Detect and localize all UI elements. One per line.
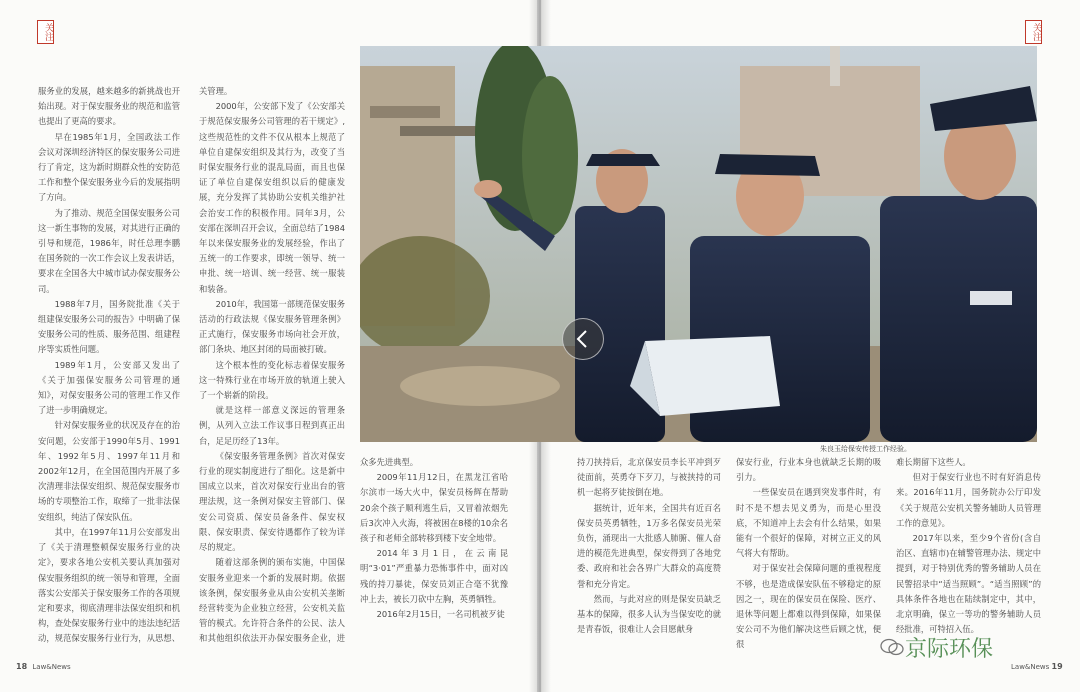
paragraph: 2009年11月12日，在黑龙江省哈尔滨市一场大火中，保安员杨辉在帮助20余个孩子顺利逃生后，又冒着浓烟先后3次冲入火海，将被困在8楼的10余名孩子和老师全部转移到楼下安全地带。 xyxy=(360,472,508,544)
paragraph: 针对保安服务业的状况及存在的治安问题，公安部于1990年5月、1991年、1992年5月、1997年11月和2002年12月，在全国范围内开展了多次清理非法保安组织、规范保安服务市场的专项整治工作，取缔了一批非法保安组织，纯洁了保安队伍。 xyxy=(38,420,180,522)
paragraph: 对于保安社会保障问题的重视程度不够，也是造成保安队伍不够稳定的原因之一，现在的保安员在保险、医疗、退休等问题上都难以得到保障，如果保安公司不为他们解决这些后顾之忧，便很 xyxy=(736,563,881,650)
left-page-column-1 xyxy=(38,84,180,644)
right-folio xyxy=(1011,662,1066,671)
right-page-number: 19 xyxy=(1051,662,1063,671)
photo-illustration xyxy=(360,46,1037,442)
paragraph: 1989年1月，公安部又发出了《关于加强保安服务公司管理的通知》，对保安服务公司的管理工作又作了进一步明确规定。 xyxy=(38,359,180,416)
left-page-column-2 xyxy=(199,84,345,644)
right-page-column-2 xyxy=(736,455,881,655)
left-page-column-3 xyxy=(360,455,508,655)
paragraph: 2017年以来，至少9个省份(含自治区、直辖市)在辅警管理办法、规定中提到，对于特别优秀的警务辅助人员在民警招录中“适当照顾”。“适当照顾”的具体条件各地也在陆续制定中，其中，北京明确，保立一等功的警务辅助人员经批准，可特招入伍。 xyxy=(896,533,1041,635)
paragraph: 难长期留下这些人。 xyxy=(896,457,971,467)
paragraph: 随着这部条例的颁布实施，中国保安服务业迎来一个新的发展时期。依据该条例，保安服务业从由公安机关垄断经营转变为企业独立经营，公安机关监管的模式。允许符合条件的公民、法人和其他组织依法开办保安服务企业，进 xyxy=(199,557,345,644)
paragraph: 服务业的发展，越来越多的新挑战也开始出现。对于保安服务业的规范和监管也提出了更高的要求。 xyxy=(38,86,180,127)
paragraph: 为了推动、规范全国保安服务公司这一新生事物的发展，对其进行正确的引导和规范，1986年，时任总理李鹏在国务院的一次工作会议上发表讲话，要求在全国各大中城市试办保安服务公司。 xyxy=(38,207,180,294)
left-folio xyxy=(16,662,71,671)
wechat-icon xyxy=(880,638,904,656)
paragraph: 这个根本性的变化标志着保安服务这一特殊行业在市场开放的轨道上驶入了一个崭新的阶段。 xyxy=(199,359,345,401)
right-page-column-3 xyxy=(896,455,1041,645)
chevron-left-icon xyxy=(563,319,603,359)
paragraph: 持刀挟持后，北京保安员李长平冲到歹徒面前，英勇夺下歹刀，与被挟持的司机一起将歹徒按倒在地。 xyxy=(577,457,721,498)
paragraph: 一些保安员在遇到突发事件时，有时不是不想去见义勇为，而是心里没底，不知道冲上去会有什么结果，如果能有一个很好的保障，对树立正义的风气将大有帮助。 xyxy=(736,487,881,559)
paragraph: 据统计，近年来，全国共有近百名保安员英勇牺牲，1万多名保安员光荣负伤，涌现出一大批感人肺腑、催人奋进的模范先进典型，保安得到了各地党委、政府和社会各界广大群众的高度赞誉和充分肯定。 xyxy=(577,502,721,589)
paragraph: 2000年，公安部下发了《公安部关于规范保安服务公司管理的若干规定》,这些规范性的文件不仅从根本上规范了单位自建保安组织及其行为，改变了当时保安服务行业的混乱局面，而且也保证了单位自建保安组织以后的健康发展，充分发挥了其协助公安机关维护社会治安工作的积极作用。同年3月，公安部在深圳召开会议，全面总结了1984年以来保安服务业的发展经验，作出了五统一的工作要求，即统一领导、统一申批、统一培训、统一经营、统一服装和装备。 xyxy=(199,101,345,294)
left-folio-text: Law&News xyxy=(32,663,71,671)
paragraph: 保安行业，行业本身也就缺乏长期的吸引力。 xyxy=(736,457,881,483)
right-page-column-1 xyxy=(577,455,721,655)
photo-caption: 朱良玉给保安传授工作经验。 xyxy=(820,445,911,453)
paragraph: 关管理。 xyxy=(199,86,233,96)
paragraph: 然而，与此对应的则是保安员缺乏基本的保障，很多人认为当保安吃的就是青春饭，很难让人会目愿献身 xyxy=(577,593,721,635)
paragraph: 2016年2月15日，一名司机被歹徒 xyxy=(376,609,505,620)
carousel-previous-button[interactable] xyxy=(562,318,604,360)
paragraph: 2010年，我国第一部规范保安服务活动的行政法规《保安服务管理条例》正式施行，保安服务市场向社会开放，部门条块、地区封闭的局面被打破。 xyxy=(199,298,345,355)
paragraph: 1988年7月，国务院批准《关于组建保安服务公司的报告》中明确了保安服务公司的性质、服务范围、组建程序等实质性问题。 xyxy=(38,298,180,355)
right-section-tag: 关注 xyxy=(1025,20,1042,44)
paragraph: 2014年3月1日，在云南昆明“3·01”严重暴力恐怖事件中，面对凶残的持刀暴徒，保安员刘正合毫不犹豫冲上去，被长刀砍中左胸，英勇牺牲。 xyxy=(360,548,508,604)
paragraph: 《保安服务管理条例》首次对保安行业的现实制度进行了细化。这是新中国成立以来，首次对保安行业出台的管理法规，这一条例对保安主管部门、保安公司资质、保安员备条件、保安权限、保安职责、保安待遇都作了较为详尽的规定。 xyxy=(199,450,345,553)
paragraph: 就是这样一部意义深远的管理条例，从列入立法工作议事日程到真正出台，足足历经了13年。 xyxy=(199,405,345,446)
watermark-text: 京际环保 xyxy=(905,637,994,662)
security-guards-photo xyxy=(360,46,1037,442)
right-folio-text: Law&News xyxy=(1011,663,1050,671)
left-page-number: 18 xyxy=(16,662,28,671)
paragraph: 早在1985年1月，全国政法工作会议对深圳经济特区的保安服务公司进行了肯定，这为新时期群众性的安防范工作和整个保安服务业今后的发展指明了方向。 xyxy=(38,131,180,203)
left-section-tag: 关注 xyxy=(37,20,54,44)
paragraph: 但对于保安行业也不时有好消息传来。2016年11月，国务院办公厅印发《关于规范公安机关警务辅助人员管理工作的意见》。 xyxy=(896,472,1041,528)
paragraph: 其中，在1997年11月公安部发出了《关于清理整顿保安服务行业的决定》，要求各地公安机关要认真加强对保安服务组织的统一领导和管理，全面落实公安部关于保安服务工作的各项规定和要求，彻底清理非法保安组织和机构，查处保安服务行业中的违法违纪活动，规范保安服务行业行为，从思想、 xyxy=(38,526,180,644)
paragraph: 众多先进典型。 xyxy=(360,457,419,467)
